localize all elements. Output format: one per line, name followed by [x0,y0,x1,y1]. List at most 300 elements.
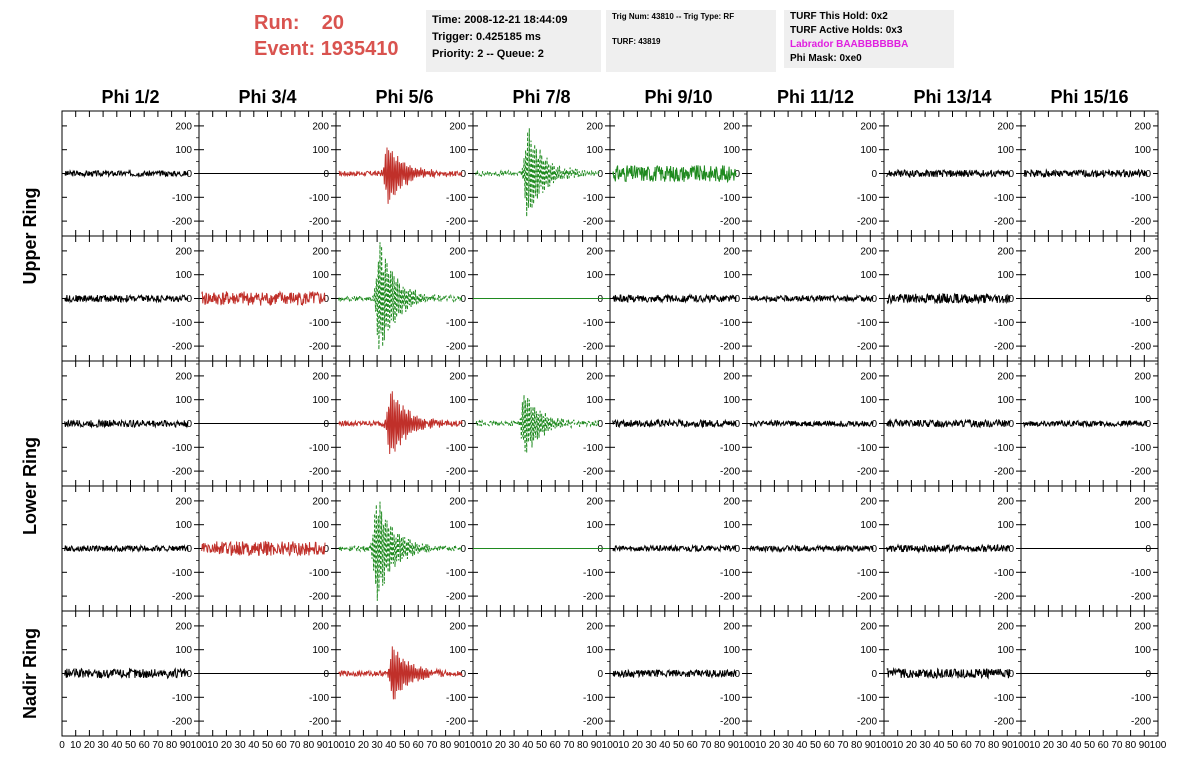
x-tick-label: 40 [796,740,808,751]
y-tick-label: 200 [723,496,740,508]
waveform-trace [613,420,736,427]
y-tick-label: 0 [1145,669,1151,680]
y-tick-label: -100 [445,567,466,579]
y-tick-label: 0 [323,669,329,680]
y-tick-label: -100 [1130,692,1151,704]
waveform-trace [1024,421,1147,427]
waveform-trace [887,420,1010,427]
y-tick-label: -200 [171,466,192,478]
y-tick-label: 0 [734,544,740,555]
turf-active-holds-text: TURF Active Holds: 0x3 [790,25,903,36]
x-tick-label: 50 [261,740,274,751]
x-tick-label: 70 [1111,740,1123,751]
row-label: Lower Ring [20,437,40,535]
y-tick-label: 200 [997,371,1014,383]
y-tick-label: 100 [997,520,1014,532]
y-tick-label: -100 [582,442,603,454]
x-tick-label: 100 [738,740,756,751]
y-tick-label: -100 [171,317,192,329]
y-tick-label: -100 [171,192,192,204]
x-tick-label: 60 [275,740,287,751]
waveform-trace [202,541,325,555]
x-tick-label: 30 [97,740,109,751]
y-tick-label: 0 [734,669,740,680]
x-tick-label: 10 [755,740,767,751]
column-header: Phi 15/16 [1050,87,1129,107]
x-tick-label: 50 [124,740,137,751]
x-tick-label: 60 [1097,740,1109,751]
x-tick-label: 10 [481,740,493,751]
y-tick-label: -200 [445,216,466,228]
y-tick-label: 200 [312,496,329,508]
y-tick-label: 200 [860,621,877,633]
x-tick-label: 40 [385,740,397,751]
y-tick-label: 0 [186,669,192,680]
y-tick-label: -100 [856,442,877,454]
x-tick-label: 100 [190,740,208,751]
y-tick-label: -100 [171,567,192,579]
y-tick-label: 0 [1145,419,1151,430]
waveform-trace [65,669,188,678]
x-tick-label: 80 [303,740,315,751]
y-tick-label: 100 [997,270,1014,282]
y-tick-label: 100 [586,395,603,407]
x-tick-label: 70 [837,740,849,751]
waveform-trace [339,148,462,204]
y-tick-label: 0 [871,544,877,555]
x-tick-label: 100 [1012,740,1030,751]
y-tick-label: 0 [460,169,466,180]
x-tick-label: 60 [412,740,424,751]
x-tick-label: 100 [464,740,482,751]
column-header: Phi 3/4 [238,87,297,107]
x-tick-label: 80 [714,740,726,751]
y-tick-label: 0 [460,669,466,680]
x-tick-label: 10 [892,740,904,751]
y-tick-label: 200 [586,121,603,133]
waveform-trace [750,421,873,427]
y-tick-label: -200 [719,466,740,478]
y-tick-label: -200 [856,716,877,728]
waveform-trace [613,670,736,677]
x-tick-label: 40 [933,740,945,751]
y-tick-label: 200 [997,246,1014,258]
x-tick-label: 90 [179,740,191,751]
y-tick-label: 100 [860,645,877,657]
y-tick-label: 100 [312,270,329,282]
y-tick-label: -100 [856,692,877,704]
y-tick-label: -100 [308,192,329,204]
y-tick-label: -200 [445,341,466,353]
waveform-trace [476,395,599,453]
x-tick-label: 50 [809,740,822,751]
y-tick-label: 100 [997,645,1014,657]
x-tick-label: 30 [508,740,520,751]
labrador-text: Labrador BAABBBBBBA [790,39,909,50]
y-tick-label: 0 [871,419,877,430]
waveform-trace [202,291,325,305]
y-tick-label: -100 [993,317,1014,329]
y-tick-label: 0 [1145,544,1151,555]
x-tick-label: 20 [83,740,95,751]
y-tick-label: 200 [175,496,192,508]
y-tick-label: 100 [1134,520,1151,532]
y-tick-label: 200 [449,246,466,258]
y-tick-label: -200 [856,591,877,603]
y-tick-label: 0 [871,294,877,305]
run-value: 20 [321,12,345,34]
waveform-trace [613,295,736,302]
y-tick-label: -100 [308,442,329,454]
y-tick-label: 100 [175,145,192,157]
trigger-text: Trigger: 0.425185 ms [432,31,541,43]
y-tick-label: -100 [582,692,603,704]
x-tick-label: 20 [905,740,917,751]
x-tick-label: 90 [864,740,876,751]
y-tick-label: -200 [856,466,877,478]
waveform-trace [339,502,462,601]
event-value: 1935410 [320,38,399,60]
y-tick-label: 100 [175,270,192,282]
y-tick-label: -200 [1130,466,1151,478]
x-tick-label: 90 [590,740,602,751]
x-tick-label: 80 [1125,740,1137,751]
y-tick-label: 100 [723,270,740,282]
waveform-trace [1024,170,1147,177]
x-tick-label: 10 [70,740,82,751]
y-tick-label: 200 [449,121,466,133]
turf-text: TURF: 43819 [612,37,661,46]
y-tick-label: 0 [186,419,192,430]
y-tick-label: 0 [597,669,603,680]
waveform-trace [750,296,873,302]
y-tick-label: 100 [997,395,1014,407]
waveform-trace [887,545,1010,552]
y-tick-label: 200 [175,121,192,133]
x-tick-label: 20 [220,740,232,751]
y-tick-label: 0 [460,544,466,555]
y-tick-label: 200 [997,496,1014,508]
y-tick-label: 100 [997,145,1014,157]
phi-mask-text: Phi Mask: 0xe0 [790,53,862,64]
y-tick-label: -200 [582,716,603,728]
x-tick-label: 30 [919,740,931,751]
x-tick-label: 30 [645,740,657,751]
y-tick-label: 200 [586,496,603,508]
waveform-trace [476,128,599,216]
waveform-trace [887,294,1010,304]
y-tick-label: 100 [860,145,877,157]
y-tick-label: -100 [1130,567,1151,579]
y-tick-label: 0 [1008,169,1014,180]
x-tick-label: 50 [946,740,959,751]
y-tick-label: 100 [449,270,466,282]
y-tick-label: -100 [993,692,1014,704]
y-tick-label: 200 [1134,371,1151,383]
y-tick-label: 200 [860,121,877,133]
y-tick-label: 200 [449,496,466,508]
run-label: Run: [254,12,300,34]
y-tick-label: 200 [860,371,877,383]
x-tick-label: 30 [234,740,246,751]
y-tick-label: 200 [723,246,740,258]
y-tick-label: -200 [445,716,466,728]
y-tick-label: -200 [719,216,740,228]
y-tick-label: -200 [719,591,740,603]
y-tick-label: 0 [871,169,877,180]
y-tick-label: 100 [860,395,877,407]
y-tick-label: 0 [323,169,329,180]
x-tick-label: 80 [166,740,178,751]
x-tick-label: 30 [782,740,794,751]
y-tick-label: 200 [586,371,603,383]
x-tick-label: 90 [727,740,739,751]
y-tick-label: -100 [171,442,192,454]
x-tick-label: 70 [700,740,712,751]
y-tick-label: 100 [312,520,329,532]
y-tick-label: 200 [723,621,740,633]
y-tick-label: 200 [723,121,740,133]
y-tick-label: 200 [586,621,603,633]
y-tick-label: -100 [445,442,466,454]
y-tick-label: 0 [597,419,603,430]
y-tick-label: 100 [586,520,603,532]
y-tick-label: 0 [186,169,192,180]
waveform-trace [339,391,462,454]
x-tick-label: 70 [974,740,986,751]
x-tick-label: 60 [138,740,150,751]
column-header: Phi 1/2 [101,87,160,107]
y-tick-label: -100 [1130,317,1151,329]
y-tick-label: 200 [449,371,466,383]
x-tick-label: 0 [59,740,65,751]
y-tick-label: -200 [993,591,1014,603]
y-tick-label: 100 [175,520,192,532]
y-tick-label: 100 [175,645,192,657]
y-tick-label: -200 [171,716,192,728]
y-tick-label: -200 [993,341,1014,353]
y-tick-label: -200 [171,591,192,603]
column-header: Phi 13/14 [913,87,992,107]
y-tick-label: -200 [308,341,329,353]
x-tick-label: 60 [549,740,561,751]
waveform-trace [65,295,188,302]
waveform-trace [65,546,188,552]
event-label: Event: [254,38,316,60]
x-tick-label: 50 [672,740,685,751]
y-tick-label: -100 [993,567,1014,579]
y-tick-label: 100 [860,270,877,282]
x-tick-label: 90 [316,740,328,751]
x-tick-label: 10 [207,740,219,751]
waveform-trace [613,165,736,182]
x-tick-label: 100 [875,740,893,751]
y-tick-label: -200 [582,216,603,228]
y-tick-label: -200 [719,341,740,353]
y-tick-label: -100 [993,192,1014,204]
x-tick-label: 20 [1042,740,1054,751]
y-tick-label: 0 [323,294,329,305]
y-tick-label: 200 [175,246,192,258]
y-tick-label: 200 [997,121,1014,133]
x-tick-label: 40 [248,740,260,751]
y-tick-label: 100 [175,395,192,407]
y-tick-label: -100 [308,317,329,329]
x-tick-label: 70 [563,740,575,751]
y-tick-label: -200 [582,466,603,478]
y-tick-label: 100 [586,645,603,657]
x-tick-label: 100 [1149,740,1167,751]
y-tick-label: 0 [734,419,740,430]
x-tick-label: 30 [371,740,383,751]
y-tick-label: -100 [582,317,603,329]
y-tick-label: 0 [186,544,192,555]
y-tick-label: 200 [312,246,329,258]
y-tick-label: -100 [856,192,877,204]
trig-num-text: Trig Num: 43810 -- Trig Type: RF [612,12,735,21]
x-tick-label: 90 [453,740,465,751]
y-tick-label: 200 [1134,246,1151,258]
y-tick-label: -200 [1130,591,1151,603]
column-header: Phi 9/10 [644,87,713,107]
y-tick-label: -100 [719,442,740,454]
priority-text: Priority: 2 -- Queue: 2 [432,48,544,60]
y-tick-label: -200 [1130,216,1151,228]
y-tick-label: 200 [1134,621,1151,633]
y-tick-label: 200 [449,621,466,633]
y-tick-label: -200 [856,216,877,228]
y-tick-label: 200 [312,121,329,133]
y-tick-label: 0 [1008,419,1014,430]
x-tick-label: 50 [535,740,548,751]
x-tick-label: 50 [398,740,411,751]
y-tick-label: -100 [445,192,466,204]
y-tick-label: 0 [734,169,740,180]
y-tick-label: -200 [308,591,329,603]
y-tick-label: -100 [308,567,329,579]
x-tick-label: 90 [1001,740,1013,751]
waveform-trace [339,646,462,699]
waveform-trace [339,242,462,349]
y-tick-label: 200 [860,496,877,508]
x-tick-label: 10 [344,740,356,751]
y-tick-label: 200 [312,371,329,383]
y-tick-label: -200 [445,591,466,603]
waveform-trace [887,170,1010,177]
y-tick-label: 0 [323,419,329,430]
y-tick-label: 200 [1134,121,1151,133]
y-tick-label: -100 [719,192,740,204]
y-tick-label: -200 [171,341,192,353]
y-tick-label: -200 [308,216,329,228]
y-tick-label: -200 [993,466,1014,478]
y-tick-label: 200 [312,621,329,633]
x-tick-label: 50 [1083,740,1096,751]
y-tick-label: 0 [734,294,740,305]
x-tick-label: 80 [988,740,1000,751]
y-tick-label: -100 [445,692,466,704]
y-tick-label: 0 [1008,544,1014,555]
y-tick-label: -200 [582,591,603,603]
waveform-trace [65,171,188,177]
y-tick-label: -200 [582,341,603,353]
y-tick-label: 100 [723,645,740,657]
y-tick-label: -200 [993,716,1014,728]
x-tick-label: 70 [289,740,301,751]
y-tick-label: 100 [1134,270,1151,282]
y-tick-label: -200 [308,466,329,478]
y-tick-label: 200 [1134,496,1151,508]
y-tick-label: -100 [856,317,877,329]
x-tick-label: 80 [577,740,589,751]
x-tick-label: 40 [522,740,534,751]
y-tick-label: 200 [723,371,740,383]
y-tick-label: 0 [186,294,192,305]
y-tick-label: 100 [449,145,466,157]
y-tick-label: 100 [586,145,603,157]
y-tick-label: 0 [323,544,329,555]
x-tick-label: 20 [494,740,506,751]
y-tick-label: 100 [449,520,466,532]
x-tick-label: 20 [768,740,780,751]
y-tick-label: 0 [597,544,603,555]
y-tick-label: -100 [719,692,740,704]
waveform-trace [750,546,873,552]
y-tick-label: -200 [308,716,329,728]
y-tick-label: -200 [856,341,877,353]
y-tick-label: -100 [719,317,740,329]
y-tick-label: -100 [582,192,603,204]
x-tick-label: 20 [357,740,369,751]
y-tick-label: -200 [719,716,740,728]
x-tick-label: 60 [823,740,835,751]
x-tick-label: 80 [851,740,863,751]
waveform-trace [65,420,188,427]
y-tick-label: 100 [860,520,877,532]
y-tick-label: -100 [171,692,192,704]
y-tick-label: 100 [312,645,329,657]
y-tick-label: 0 [460,294,466,305]
y-tick-label: 100 [449,395,466,407]
y-tick-label: 100 [312,395,329,407]
y-tick-label: -100 [445,317,466,329]
y-tick-label: 200 [175,621,192,633]
y-tick-label: 100 [1134,145,1151,157]
y-tick-label: 200 [175,371,192,383]
y-tick-label: 100 [723,395,740,407]
x-tick-label: 70 [152,740,164,751]
y-tick-label: -200 [171,216,192,228]
y-tick-label: 100 [723,145,740,157]
x-tick-label: 40 [659,740,671,751]
row-label: Upper Ring [20,187,40,285]
column-header: Phi 5/6 [375,87,434,107]
y-tick-label: 100 [1134,395,1151,407]
column-header: Phi 11/12 [776,87,855,107]
y-tick-label: 0 [1145,169,1151,180]
y-tick-label: 0 [1145,294,1151,305]
x-tick-label: 20 [631,740,643,751]
y-tick-label: 0 [597,294,603,305]
y-tick-label: -100 [856,567,877,579]
x-tick-label: 90 [1138,740,1150,751]
row-label: Nadir Ring [20,627,40,720]
turf-this-hold-text: TURF This Hold: 0x2 [790,11,888,22]
y-tick-label: -100 [308,692,329,704]
column-header: Phi 7/8 [512,87,571,107]
y-tick-label: -100 [1130,442,1151,454]
x-tick-label: 80 [440,740,452,751]
